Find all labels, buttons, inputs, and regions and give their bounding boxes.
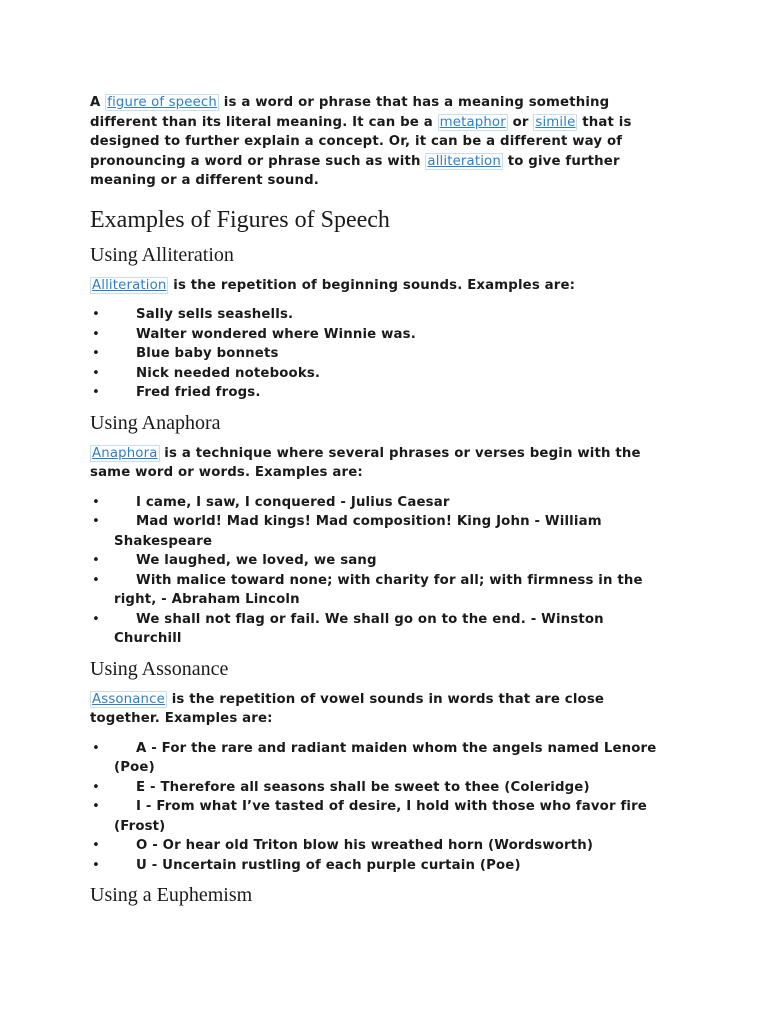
list-item [90,778,670,798]
list-item-text: U - Uncertain rustling of each purple curtain (Poe) [136,857,521,873]
intro-text-2: or [507,114,534,130]
section-text: is the repetition of beginning sounds. Examples are: [168,277,576,293]
bullet-icon: • [92,365,100,381]
list-item-text: We shall not flag or fail. We shall go on to the end. - Winston Churchill [114,611,604,646]
list-item-text: Nick needed notebooks. [136,365,321,381]
list-item-text: Blue baby bonnets [136,346,279,361]
bullet-icon: • [92,572,100,588]
link-metaphor[interactable]: metaphor [439,114,506,130]
bullet-icon: • [92,740,100,756]
list-item [90,739,670,778]
bullet-icon: • [92,611,100,627]
list-item [90,325,670,345]
link-assonance[interactable]: Assonance [92,691,165,707]
list-item [90,610,670,649]
section-paragraph-assonance [90,690,670,729]
bullet-icon: • [92,326,100,342]
link-figure-of-speech[interactable]: figure of speech [107,95,217,110]
link-alliteration[interactable]: Alliteration [92,277,167,293]
section-text: is a technique where several phrases or verses begin with the same word or words. Examples are: [90,445,641,480]
list-item [90,551,670,571]
list-item-text: Walter wondered where Winnie was. [136,326,416,342]
bullet-icon: • [92,838,100,853]
section-heading-anaphora: Using Anaphora [90,411,221,434]
list-item [90,493,670,513]
bullet-icon: • [92,779,100,795]
intro-text-1: is a word or phrase that has a meaning something different than its literal meaning. It can be a [90,95,610,130]
list-item [90,571,670,610]
list-item [90,383,670,403]
list-item-text: I - From what I’ve tasted of desire, I hold with those who favor fire (Frost) [114,799,647,834]
list-item [90,797,670,836]
bullet-icon: • [92,346,100,361]
document-content [90,93,670,916]
list-item [90,856,670,876]
section-heading-euphemism: Using a Euphemism [90,884,253,906]
link-anaphora[interactable]: Anaphora [92,445,158,461]
list-item-text: Mad world! Mad kings! Mad composition! King John - William Shakespeare [114,514,602,549]
bullet-icon: • [92,857,100,873]
assonance-list [90,739,670,876]
section-text: is the repetition of vowel sounds in words that are close together. Examples are: [90,691,605,726]
link-simile[interactable]: simile [535,114,576,130]
main-heading: Examples of Figures of Speech [90,206,390,233]
alliteration-list [90,305,670,403]
bullet-icon: • [92,385,100,400]
intro-text-a: A [90,95,101,110]
bullet-icon: • [92,514,100,529]
list-item-text: A - For the rare and radiant maiden whom the angels named Lenore (Poe) [114,740,657,775]
intro-paragraph [90,93,670,191]
list-item [90,364,670,384]
list-item-text: I came, I saw, I conquered - Julius Caesar [136,494,450,510]
bullet-icon: • [92,307,100,322]
section-paragraph-anaphora [90,444,670,483]
section-paragraph-alliteration [90,276,670,296]
list-item [90,512,670,551]
list-item [90,344,670,364]
list-item-text: O - Or hear old Triton blow his wreathed horn (Wordsworth) [136,838,594,853]
list-item-text: E - Therefore all seasons shall be sweet to thee (Coleridge) [136,779,590,795]
section-heading-assonance: Using Assonance [90,657,229,680]
list-item-text: Fred fried frogs. [136,385,261,400]
bullet-icon: • [92,553,100,568]
list-item [90,305,670,325]
bullet-icon: • [92,494,100,510]
anaphora-list [90,493,670,649]
list-item-text: With malice toward none; with charity for all; with firmness in the right, - Abraham Lincoln [114,572,643,607]
list-item-text: We laughed, we loved, we sang [136,553,377,568]
intro-text-4: to give further meaning or a different sound. [90,153,620,188]
list-item [90,836,670,856]
section-heading-alliteration: Using Alliteration [90,243,234,266]
bullet-icon: • [92,799,100,814]
intro-text-3: that is designed to further explain a concept. Or, it can be a different way of pronouncing a word or phrase such as with [90,114,632,169]
link-alliteration-intro[interactable]: alliteration [427,153,501,169]
list-item-text: Sally sells seashells. [136,307,294,322]
